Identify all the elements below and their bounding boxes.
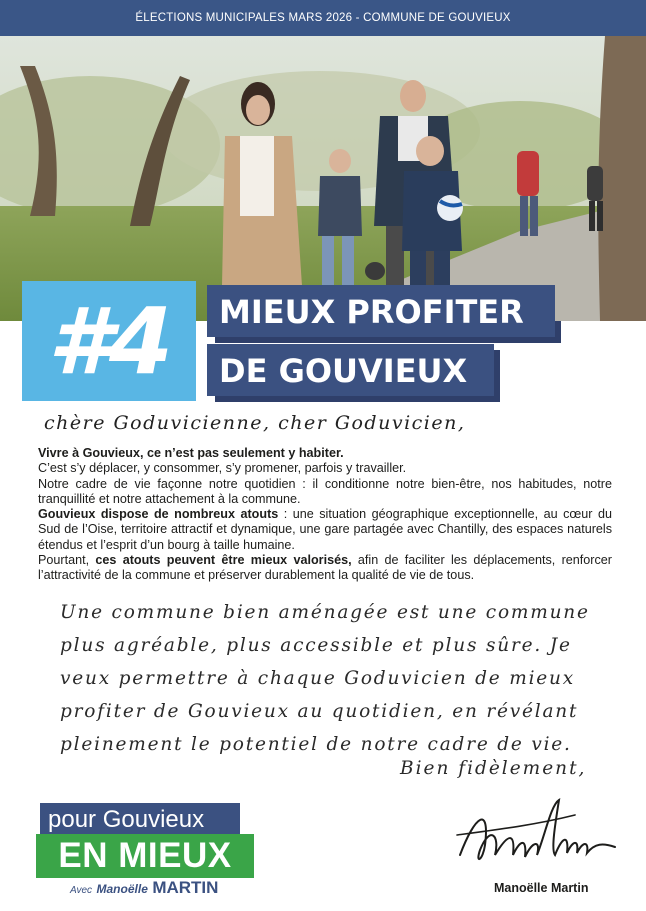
logo-first-name: Manoëlle (96, 882, 148, 896)
closing-formula: Bien fidèlement, (400, 758, 587, 779)
paragraph-4-text: : une situation géographique exceptionnelle, au cœur du Sud de l’Oise, territoire attractif et dynamique, une gare partagée avec Chantilly, des espaces naturels étendus et l’esprit d’un bourg à taille humaine. (38, 507, 612, 552)
paragraph-3: Notre cadre de vie façonne notre quotidien : il conditionne notre bien-être, nos habitudes, notre tranquillité et notre attachement à la commune. (38, 476, 612, 506)
paragraph-5 (38, 553, 612, 584)
logo-line-1 (40, 803, 240, 836)
paragraph-5-text: afin de faciliter les déplacements, renforcer l’attractivité de la commune et préserver durablement la qualité de vie de tous. (38, 553, 612, 583)
handwritten-line-4: profiter de Gouvieux au quotidien, en révélant (60, 701, 579, 722)
letter-body (38, 446, 612, 584)
logo-avec: Avec (70, 885, 93, 896)
proposal-number: #4 (47, 287, 171, 395)
family-park-photo (0, 36, 646, 321)
election-banner (0, 0, 646, 36)
logo-line-2 (36, 834, 254, 878)
logo-candidate (70, 878, 218, 898)
signature-icon (455, 795, 625, 885)
paragraph-5-prefix: Pourtant, (38, 553, 96, 568)
paragraph-1 (38, 446, 612, 461)
handwritten-line-3: veux permettre à chaque Goduvicien de mieux (60, 668, 575, 689)
handwritten-message (60, 596, 620, 761)
title-line-2-text: DE GOUVIEUX (219, 352, 468, 390)
paragraph-1-bold: Vivre à Gouvieux, ce n’est pas seulement y habiter. (38, 446, 344, 460)
handwritten-line-5: pleinement le potentiel de notre cadre de vie. (60, 734, 572, 755)
logo-last-name: MARTIN (152, 878, 219, 897)
proposal-number-badge (22, 281, 196, 401)
paragraph-4-bold: Gouvieux dispose de nombreux atouts (38, 507, 279, 522)
handwritten-greeting: chère Goduvicienne, cher Goduvicien, (44, 412, 466, 434)
park-photo-icon (0, 36, 646, 321)
handwritten-line-2: plus agréable, plus accessible et plus sûre. Je (60, 635, 572, 656)
title-line-1 (207, 285, 555, 337)
title-line-2 (207, 344, 494, 396)
paragraph-5-bold: ces atouts peuvent être mieux valorisés, (95, 553, 352, 568)
logo-line-1-text: pour Gouvieux (48, 806, 205, 833)
banner-text: ÉLECTIONS MUNICIPALES MARS 2026 - COMMUNE DE GOUVIEUX (135, 12, 511, 24)
signer-name: Manoëlle Martin (494, 881, 589, 895)
handwritten-line-1: Une commune bien aménagée est une commune (60, 602, 590, 623)
logo-line-2-text: EN MIEUX (58, 836, 232, 875)
title-line-1-text: MIEUX PROFITER (219, 293, 524, 331)
paragraph-2: C’est s’y déplacer, y consommer, s’y promener, parfois y travailler. (38, 461, 407, 476)
paragraph-4 (38, 507, 612, 553)
